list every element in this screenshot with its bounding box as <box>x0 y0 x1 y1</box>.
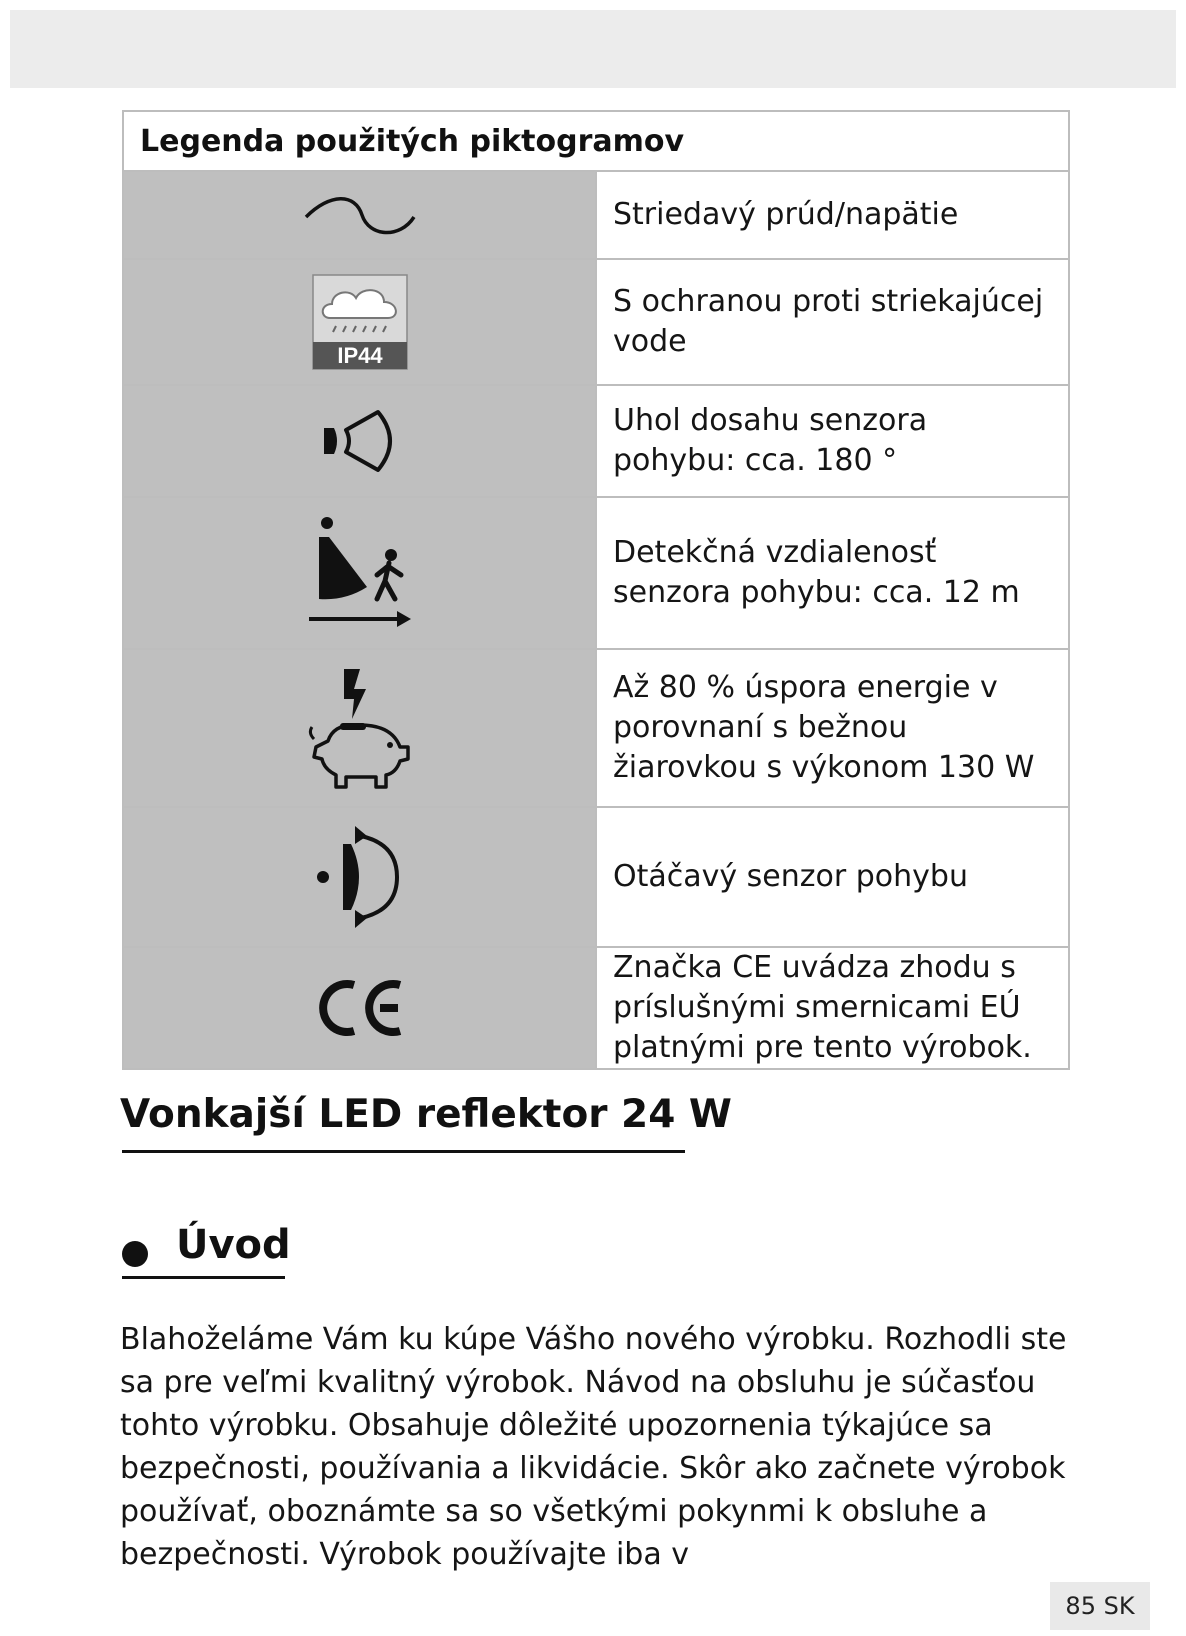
legend-text: Detekčná vzdialenosť senzora pohybu: cca. 12 m <box>596 497 1069 649</box>
legend-row <box>123 947 1069 1069</box>
rotating-sensor-icon <box>123 807 596 947</box>
product-heading: Vonkajší LED reflektor 24 W <box>120 1092 732 1137</box>
legend-text: Až 80 % úspora energie v porovnaní s bežnou žiarovkou s výkonom 130 W <box>596 649 1069 807</box>
legend-text: Striedavý prúd/napätie <box>596 171 1069 259</box>
page-number: 85 SK <box>1050 1582 1150 1630</box>
legend-text: Uhol dosahu senzora pohybu: cca. 180 ° <box>596 385 1069 497</box>
legend-row <box>123 497 1069 649</box>
legend-row <box>123 807 1069 947</box>
legend-row <box>123 385 1069 497</box>
alternating-current-icon <box>123 171 596 259</box>
legend-header-row <box>123 111 1069 171</box>
heading-underline <box>122 1150 685 1153</box>
intro-paragraph: Blahoželáme Vám ku kúpe Vášho nového výrobku. Rozhodli ste sa pre veľmi kvalitný výrobok. Návod na obsluhu je súčasťou tohto výrobku. Obsahuje dôležité upozornenia týkajúce sa bezpečnosti, používania a likvidácie. Skôr ako začnete výrobok používať, oboznámte sa so všetkými pokynmi k obsluhe a bezpečnosti. Výrobok používajte iba v <box>120 1322 1067 1572</box>
section-bullet <box>122 1241 148 1267</box>
energy-saving-piggy-icon <box>123 649 596 807</box>
legend-row <box>123 259 1069 385</box>
section-heading: Úvod <box>176 1222 291 1268</box>
ce-mark-icon <box>123 947 596 1069</box>
legend-row <box>123 171 1069 259</box>
legend-text: S ochranou proti striekajúcej vode <box>596 259 1069 385</box>
legend-text: Otáčavý senzor pohybu <box>596 807 1069 947</box>
sensor-angle-icon <box>123 385 596 497</box>
section-heading-underline <box>122 1276 285 1279</box>
sensor-distance-icon <box>123 497 596 649</box>
legend-row <box>123 649 1069 807</box>
top-band <box>10 10 1176 88</box>
legend-title: Legenda použitých piktogramov <box>123 111 1069 171</box>
ip44-splash-protection-icon <box>123 259 596 385</box>
legend-text: Značka CE uvádza zhodu s príslušnými smernicami EÚ platnými pre tento výrobok. <box>596 947 1069 1069</box>
pictogram-legend-table <box>122 110 1070 1070</box>
svg-text:IP44: IP44 <box>336 343 383 368</box>
